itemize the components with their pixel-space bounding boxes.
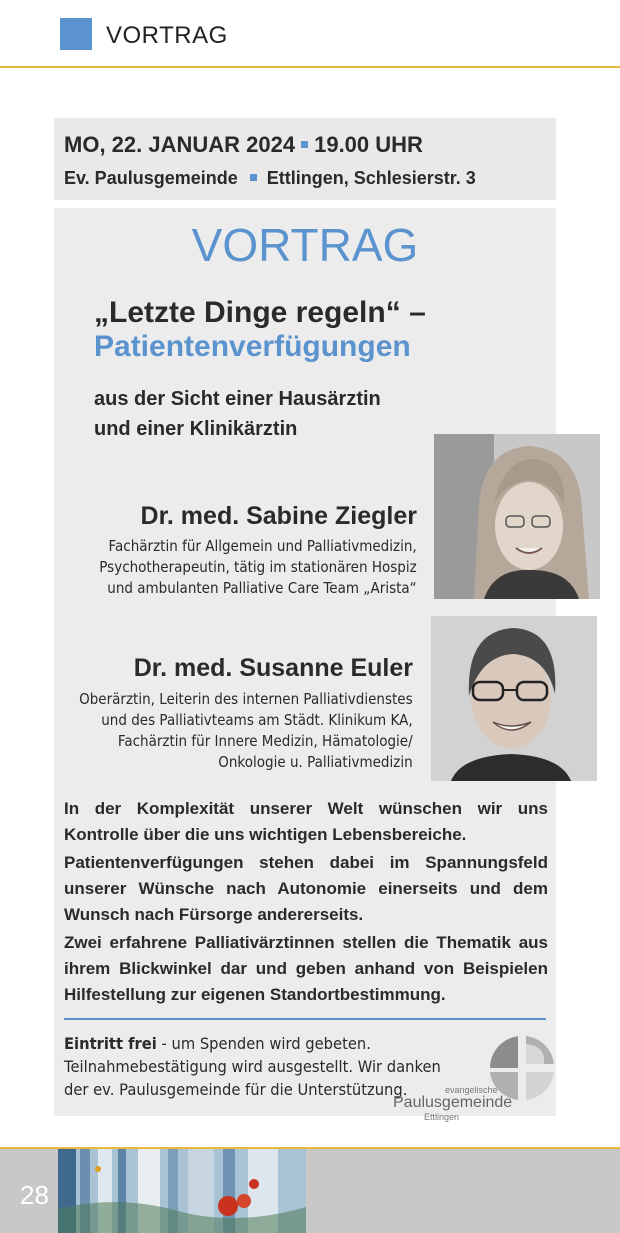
speaker-2-desc-line: Oberärztin, Leiterin des internen Palliativdienstes [79,690,413,708]
entry-free-label: Eintritt frei [64,1034,157,1053]
speaker-1-desc-line: Psychotherapeutin, tätig im stationären Hospiz [99,558,417,576]
decorative-painting [58,1149,306,1233]
event-datetime [64,132,423,158]
page-number: 28 [20,1180,49,1210]
body-paragraph-1: In der Komplexität unserer Welt wünschen wir uns Kontrolle über die uns wichtigen Lebensbereiche. [64,799,548,844]
speaker-1-name: Dr. med. Sabine Ziegler [140,502,417,530]
speaker-1-description [100,536,417,599]
event-address: Ettlingen, Schlesierstr. 3 [266,168,476,188]
logo-subtitle: evangelische [445,1085,498,1095]
header-square-icon [60,18,92,50]
speaker-2-description [79,689,413,773]
logo-name: Paulusgemeinde [393,1094,513,1111]
event-time: 19.00 UHR [314,132,423,157]
speaker-1-desc-line: Fachärztin für Allgemein und Palliativmedizin, [108,537,417,555]
footer-divider [64,1018,546,1020]
subtitle-line-1: aus der Sicht einer Hausärztin [94,388,381,410]
topic-quote: „Letzte Dinge regeln“ [94,296,401,329]
event-location [64,168,476,189]
event-venue: Ev. Paulusgemeinde [64,168,238,188]
bullet-square-icon [301,141,308,148]
speaker-1-photo [434,434,600,599]
bullet-square-icon [250,174,257,181]
body-paragraph-2: Patientenverfügungen stehen dabei im Spannungsfeld unserer Wünsche nach Autonomie einerseits und dem Wunsch nach Fürsorge andererseits. [64,853,548,924]
logo-city: Ettlingen [424,1112,460,1122]
main-title: VORTRAG [191,219,419,271]
event-date: MO, 22. JANUAR 2024 [64,132,296,157]
header-divider [0,66,620,68]
speaker-2-name: Dr. med. Susanne Euler [133,654,413,682]
topic-dash: – [409,296,426,329]
paulusgemeinde-logo-icon [488,1034,556,1102]
speaker-2-desc-line: Fachärztin für Innere Medizin, Hämatologie/ [118,732,413,750]
footer-note [64,1032,441,1101]
event-date-box [54,118,556,200]
speaker-2-desc-line: und des Palliativteams am Städt. Klinikum KA, [101,711,413,729]
header-title: VORTRAG [106,22,228,49]
footer-note-text: - um Spenden wird gebeten. Teilnahmebestätigung wird ausgestellt. Wir danken der ev. Paulusgemeinde für die Unterstützung. [64,1034,441,1099]
body-paragraph-3: Zwei erfahrene Palliativärztinnen stellen die Thematik aus ihrem Blickwinkel dar und geben anhand von Beispielen Hilfestellung zur eigenen Standortbestimmung. [64,933,548,1004]
subtitle-line-2: und einer Klinikärztin [94,418,298,440]
speaker-2-desc-line: Onkologie u. Palliativmedizin [218,753,413,771]
speaker-2-photo [431,616,597,781]
subtitle [94,384,381,444]
topic-line-2: Patientenverfügungen [94,330,411,363]
speaker-1-desc-line: und ambulanten Palliative Care Team „Arista“ [107,579,418,597]
topic-line-1 [94,296,426,330]
